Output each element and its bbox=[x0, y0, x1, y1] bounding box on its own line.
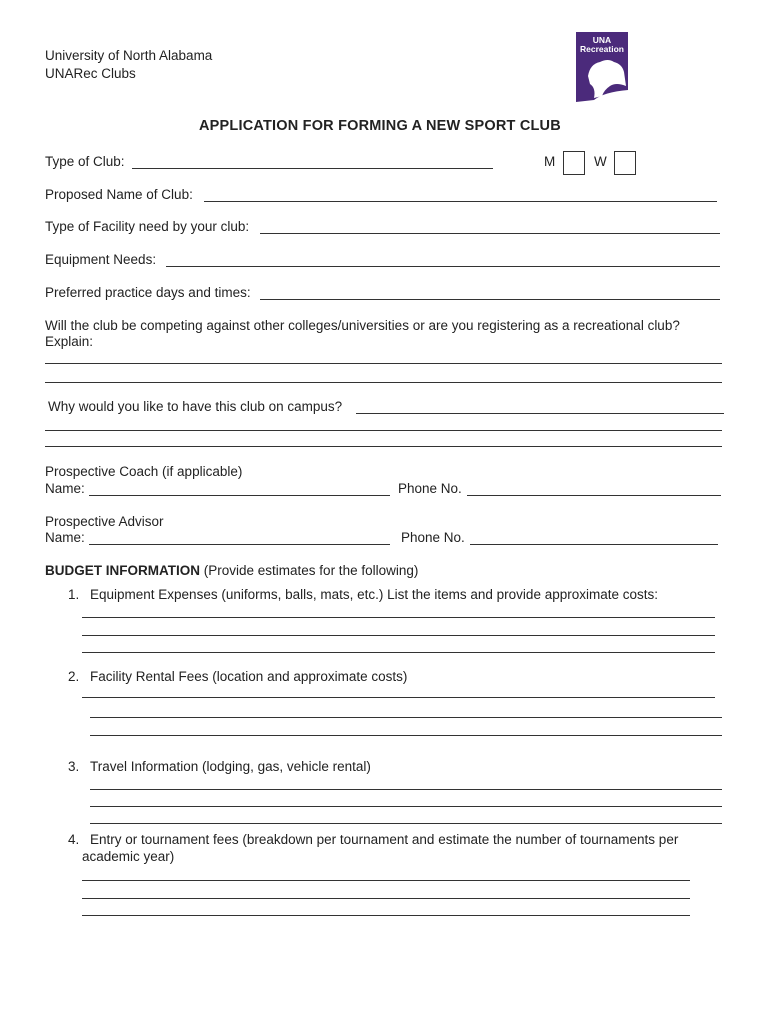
proposed-name-label: Proposed Name of Club: bbox=[45, 187, 193, 202]
budget-heading-row bbox=[45, 563, 418, 578]
equipment-field[interactable] bbox=[166, 266, 720, 267]
budget-item-2-number: 2. bbox=[68, 669, 80, 684]
coach-heading: Prospective Coach (if applicable) bbox=[45, 464, 243, 479]
type-of-club-label: Type of Club: bbox=[45, 154, 125, 169]
budget-item-1-line-3[interactable] bbox=[82, 652, 715, 653]
coach-phone-label: Phone No. bbox=[398, 481, 462, 496]
budget-item-1-number: 1. bbox=[68, 587, 80, 602]
budget-item-4-number: 4. bbox=[68, 832, 80, 847]
budget-item-1-line-1[interactable] bbox=[82, 617, 715, 618]
why-label: Why would you like to have this club on campus? bbox=[48, 399, 343, 414]
logo-text-recreation: Recreation bbox=[580, 44, 624, 54]
budget-item-1-line-2[interactable] bbox=[82, 635, 715, 636]
explain-label: Explain: bbox=[45, 334, 94, 349]
coach-name-field[interactable] bbox=[89, 495, 390, 496]
budget-item-3-number: 3. bbox=[68, 759, 80, 774]
why-line-3[interactable] bbox=[45, 446, 722, 447]
budget-item-2-line-1[interactable] bbox=[82, 697, 715, 698]
budget-item-2-line-2[interactable] bbox=[90, 717, 722, 718]
why-line-2[interactable] bbox=[45, 430, 722, 431]
budget-item-4-line-1[interactable] bbox=[82, 880, 690, 881]
budget-item-3-line-1[interactable] bbox=[90, 789, 722, 790]
competing-question: Will the club be competing against other colleges/universities or are you registering as a recreational club? bbox=[45, 318, 680, 333]
women-label: W bbox=[594, 154, 607, 169]
budget-heading: BUDGET INFORMATION bbox=[45, 563, 200, 578]
men-label: M bbox=[544, 154, 556, 169]
form-title: APPLICATION FOR FORMING A NEW SPORT CLUB bbox=[199, 118, 561, 134]
facility-label: Type of Facility need by your club: bbox=[45, 219, 250, 234]
budget-item-4-text: Entry or tournament fees (breakdown per tournament and estimate the number of tournaments per bbox=[90, 832, 679, 847]
advisor-heading: Prospective Advisor bbox=[45, 514, 164, 529]
budget-heading-note: (Provide estimates for the following) bbox=[203, 563, 419, 578]
coach-phone-field[interactable] bbox=[467, 495, 721, 496]
proposed-name-field[interactable] bbox=[204, 201, 717, 202]
logo-text-una: UNA bbox=[592, 35, 612, 45]
budget-item-1-text: Equipment Expenses (uniforms, balls, mats, etc.) List the items and provide approximate costs: bbox=[90, 587, 659, 602]
advisor-phone-label: Phone No. bbox=[401, 530, 465, 545]
budget-item-3-line-2[interactable] bbox=[90, 806, 722, 807]
practice-field[interactable] bbox=[260, 299, 720, 300]
budget-item-4-text-cont: academic year) bbox=[82, 849, 175, 864]
coach-name-label: Name: bbox=[45, 481, 85, 496]
explain-line-2[interactable] bbox=[45, 382, 722, 383]
women-checkbox[interactable] bbox=[614, 151, 636, 175]
department-name: UNARec Clubs bbox=[45, 66, 136, 81]
university-name: University of North Alabama bbox=[45, 48, 213, 63]
budget-item-2-line-3[interactable] bbox=[90, 735, 722, 736]
men-checkbox[interactable] bbox=[563, 151, 585, 175]
advisor-name-field[interactable] bbox=[89, 544, 390, 545]
budget-item-4-line-3[interactable] bbox=[82, 915, 690, 916]
equipment-label: Equipment Needs: bbox=[45, 252, 157, 267]
budget-item-3-text: Travel Information (lodging, gas, vehicle rental) bbox=[90, 759, 371, 774]
budget-item-4-line-2[interactable] bbox=[82, 898, 690, 899]
advisor-phone-field[interactable] bbox=[470, 544, 718, 545]
budget-item-3-line-3[interactable] bbox=[90, 823, 722, 824]
explain-line-1[interactable] bbox=[45, 363, 722, 364]
why-field[interactable] bbox=[356, 413, 724, 414]
budget-item-2-text: Facility Rental Fees (location and approximate costs) bbox=[90, 669, 408, 684]
type-of-club-field[interactable] bbox=[132, 168, 493, 169]
facility-field[interactable] bbox=[260, 233, 720, 234]
una-recreation-logo bbox=[574, 30, 630, 102]
practice-label: Preferred practice days and times: bbox=[45, 285, 251, 300]
advisor-name-label: Name: bbox=[45, 530, 85, 545]
